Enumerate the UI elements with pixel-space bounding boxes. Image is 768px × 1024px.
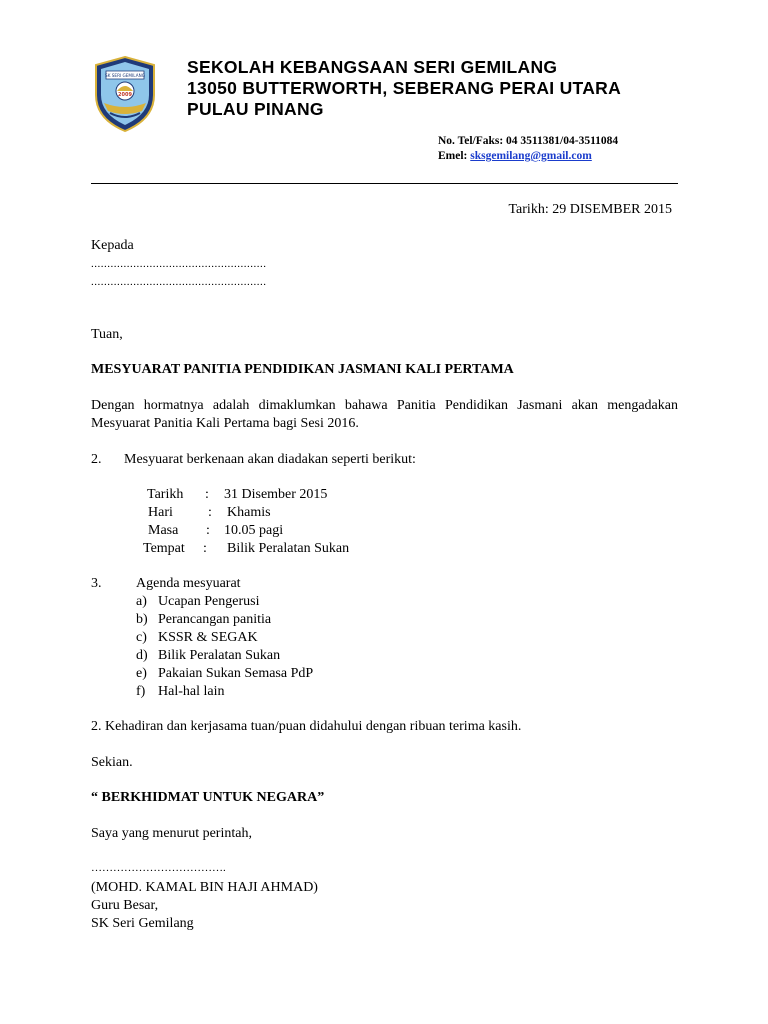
detail-value-hari: Khamis [227, 505, 271, 520]
detail-label-tempat: Tempat [143, 541, 185, 556]
agenda-letter: c) [136, 630, 147, 645]
letter-date: Tarikh: 29 DISEMBER 2015 [508, 202, 672, 217]
school-name: SEKOLAH KEBANGSAAN SERI GEMILANG [187, 57, 558, 77]
signatory-name: (MOHD. KAMAL BIN HAJI AHMAD) [91, 880, 318, 895]
recipient-line-2: ...................................................... [91, 276, 267, 288]
signature-line: ………………………………. [91, 862, 226, 874]
salutation: Tuan, [91, 327, 123, 342]
agenda-letter: d) [136, 648, 148, 663]
agenda-letter: f) [136, 684, 146, 699]
agenda-item: Ucapan Pengerusi [158, 594, 260, 609]
recipient-line-1: ...................................................... [91, 258, 267, 270]
school-crest-logo [92, 55, 158, 133]
agenda-item: Hal-hal lain [158, 684, 225, 699]
email-label: Emel: [438, 150, 468, 162]
closing-paragraph: 2. Kehadiran dan kerjasama tuan/puan didahului dengan ribuan terima kasih. [91, 719, 522, 734]
signatory-title: Guru Besar, [91, 898, 159, 913]
motto: “ BERKHIDMAT UNTUK NEGARA” [91, 790, 325, 805]
section-2-number: 2. [91, 452, 102, 467]
detail-value-tempat: Bilik Peralatan Sukan [227, 541, 350, 556]
email-line [438, 150, 592, 162]
detail-value-tarikh: 31 Disember 2015 [224, 487, 328, 502]
email-link[interactable]: sksgemilang@gmail.com [470, 150, 592, 162]
agenda-letter: b) [136, 612, 148, 627]
agenda-item: Pakaian Sukan Semasa PdP [158, 666, 314, 681]
agenda-letter: e) [136, 666, 147, 681]
signoff: Saya yang menurut perintah, [91, 826, 252, 841]
agenda-letter: a) [136, 594, 147, 609]
intro-line-1: Dengan hormatnya adalah dimaklumkan bahawa Panitia Pendidikan Jasmani akan mengadakan [91, 398, 678, 413]
signatory-org: SK Seri Gemilang [91, 916, 194, 931]
detail-label-hari: Hari [148, 505, 173, 520]
agenda-item: Perancangan panitia [158, 612, 272, 627]
agenda-item: Bilik Peralatan Sukan [158, 648, 281, 663]
school-address: 13050 BUTTERWORTH, SEBERANG PERAI UTARA [187, 78, 622, 98]
section-3-number: 3. [91, 576, 102, 591]
detail-label-tarikh: Tarikh [147, 487, 184, 502]
detail-value-masa: 10.05 pagi [224, 523, 284, 538]
detail-label-masa: Masa [148, 523, 179, 538]
intro-line-2: Mesyuarat Panitia Kali Pertama bagi Sesi 2016. [91, 416, 359, 431]
section-2-text: Mesyuarat berkenaan akan diadakan seperti berikut: [124, 452, 416, 467]
agenda-item: KSSR & SEGAK [158, 630, 258, 645]
header-divider [91, 183, 678, 184]
detail-colon: : [205, 487, 209, 502]
phone-fax: No. Tel/Faks: 04 3511381/04-3511084 [438, 135, 619, 147]
school-state: PULAU PINANG [187, 99, 324, 119]
detail-colon: : [206, 523, 210, 538]
section-3-title: Agenda mesyuarat [136, 576, 241, 591]
svg-text:SK SERI GEMILANG: SK SERI GEMILANG [105, 73, 145, 78]
detail-colon: : [208, 505, 212, 520]
detail-colon: : [203, 541, 207, 556]
svg-text:2009: 2009 [118, 92, 132, 98]
sekian: Sekian. [91, 755, 133, 770]
letter-subject: MESYUARAT PANITIA PENDIDIKAN JASMANI KALI PERTAMA [91, 362, 514, 377]
recipient-label: Kepada [91, 238, 134, 253]
